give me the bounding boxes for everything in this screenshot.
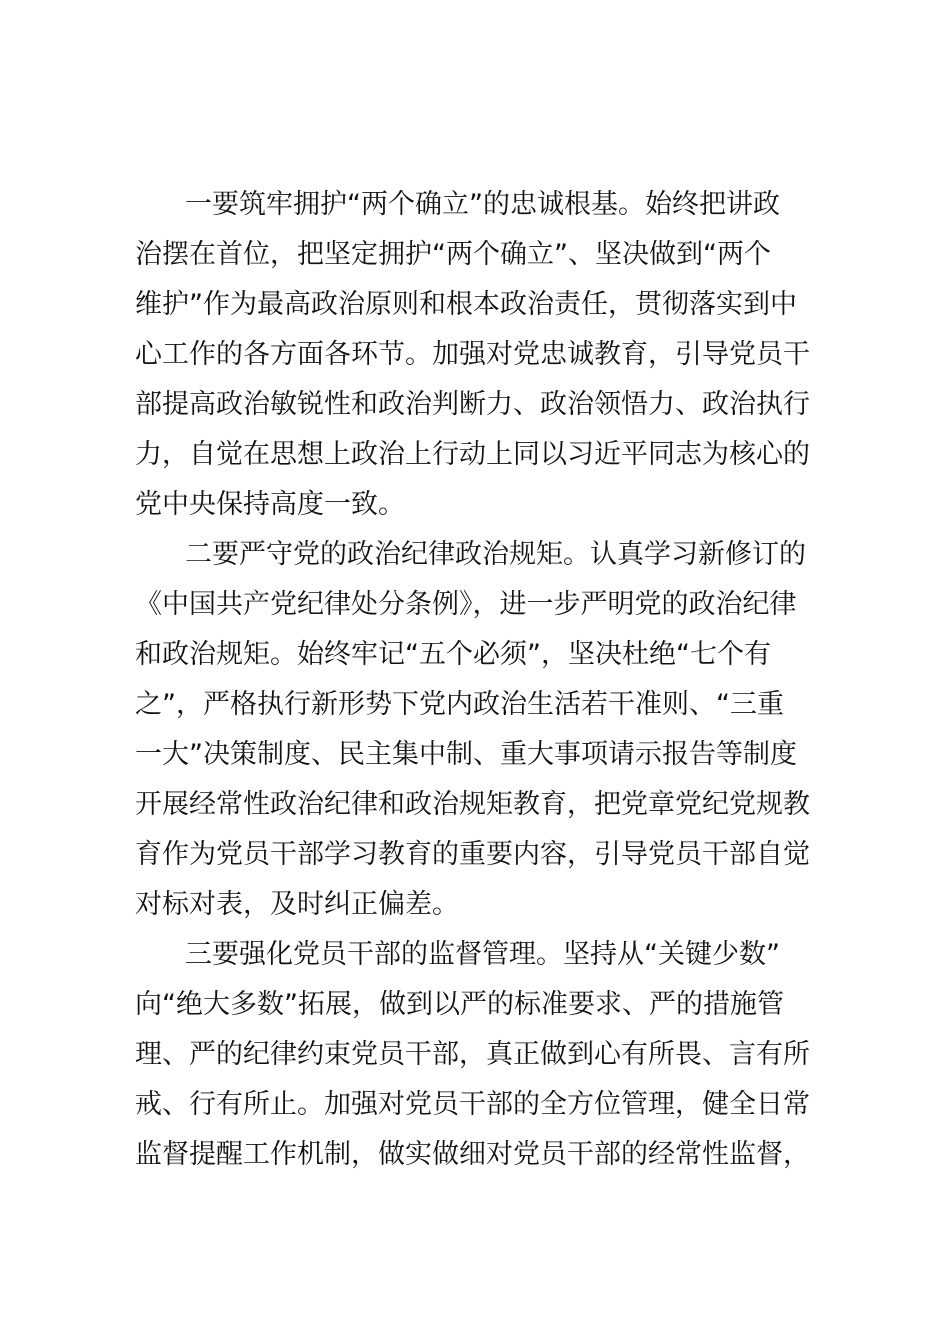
paragraph-3-line-5: 监督提醒工作机制，做实做细对党员干部的经常性监督，	[135, 1139, 810, 1170]
paragraph-3-line-1: 三要强化党员干部的监督管理。坚持从“关键少数”	[185, 939, 780, 970]
paragraph-1-line-6: 力，自觉在思想上政治上行动上同以习近平同志为核心的	[135, 439, 810, 470]
paragraph-2-line-6: 开展经常性政治纪律和政治规矩教育，把党章党纪党规教	[135, 789, 810, 820]
paragraph-2-line-2: 《中国共产党纪律处分条例》，进一步严明党的政治纪律	[135, 589, 797, 620]
paragraph-2-line-7: 育作为党员干部学习教育的重要内容，引导党员干部自觉	[135, 839, 810, 870]
paragraph-1-line-4: 心工作的各方面各环节。加强对党忠诚教育，引导党员干	[135, 339, 810, 370]
paragraph-1-line-7: 党中央保持高度一致。	[135, 489, 405, 520]
paragraph-1-line-3: 维护”作为最高政治原则和根本政治责任，贯彻落实到中	[135, 289, 797, 320]
paragraph-1-line-2: 治摆在首位，把坚定拥护“两个确立”、坚决做到“两个	[135, 239, 771, 270]
paragraph-3-line-3: 理、严的纪律约束党员干部，真正做到心有所畏、言有所	[135, 1039, 810, 1070]
paragraph-2-line-3: 和政治规矩。始终牢记“五个必须”，坚决杜绝“七个有	[135, 639, 771, 670]
paragraph-3-line-2: 向“绝大多数”拓展，做到以严的标准要求、严的措施管	[135, 989, 784, 1020]
paragraph-3-line-4: 戒、行有所止。加强对党员干部的全方位管理，健全日常	[135, 1089, 810, 1120]
paragraph-1-line-1: 一要筑牢拥护“两个确立”的忠诚根基。始终把讲政	[185, 189, 780, 220]
paragraph-1-line-5: 部提高政治敏锐性和政治判断力、政治领悟力、政治执行	[135, 389, 810, 420]
paragraph-2-line-1: 二要严守党的政治纪律政治规矩。认真学习新修订的	[185, 539, 806, 570]
paragraph-2-line-5: 一大”决策制度、民主集中制、重大事项请示报告等制度	[135, 739, 797, 770]
paragraph-2-line-4: 之”，严格执行新形势下党内政治生活若干准则、“三重	[135, 689, 784, 720]
paragraph-2-line-8: 对标对表，及时纠正偏差。	[135, 889, 459, 920]
